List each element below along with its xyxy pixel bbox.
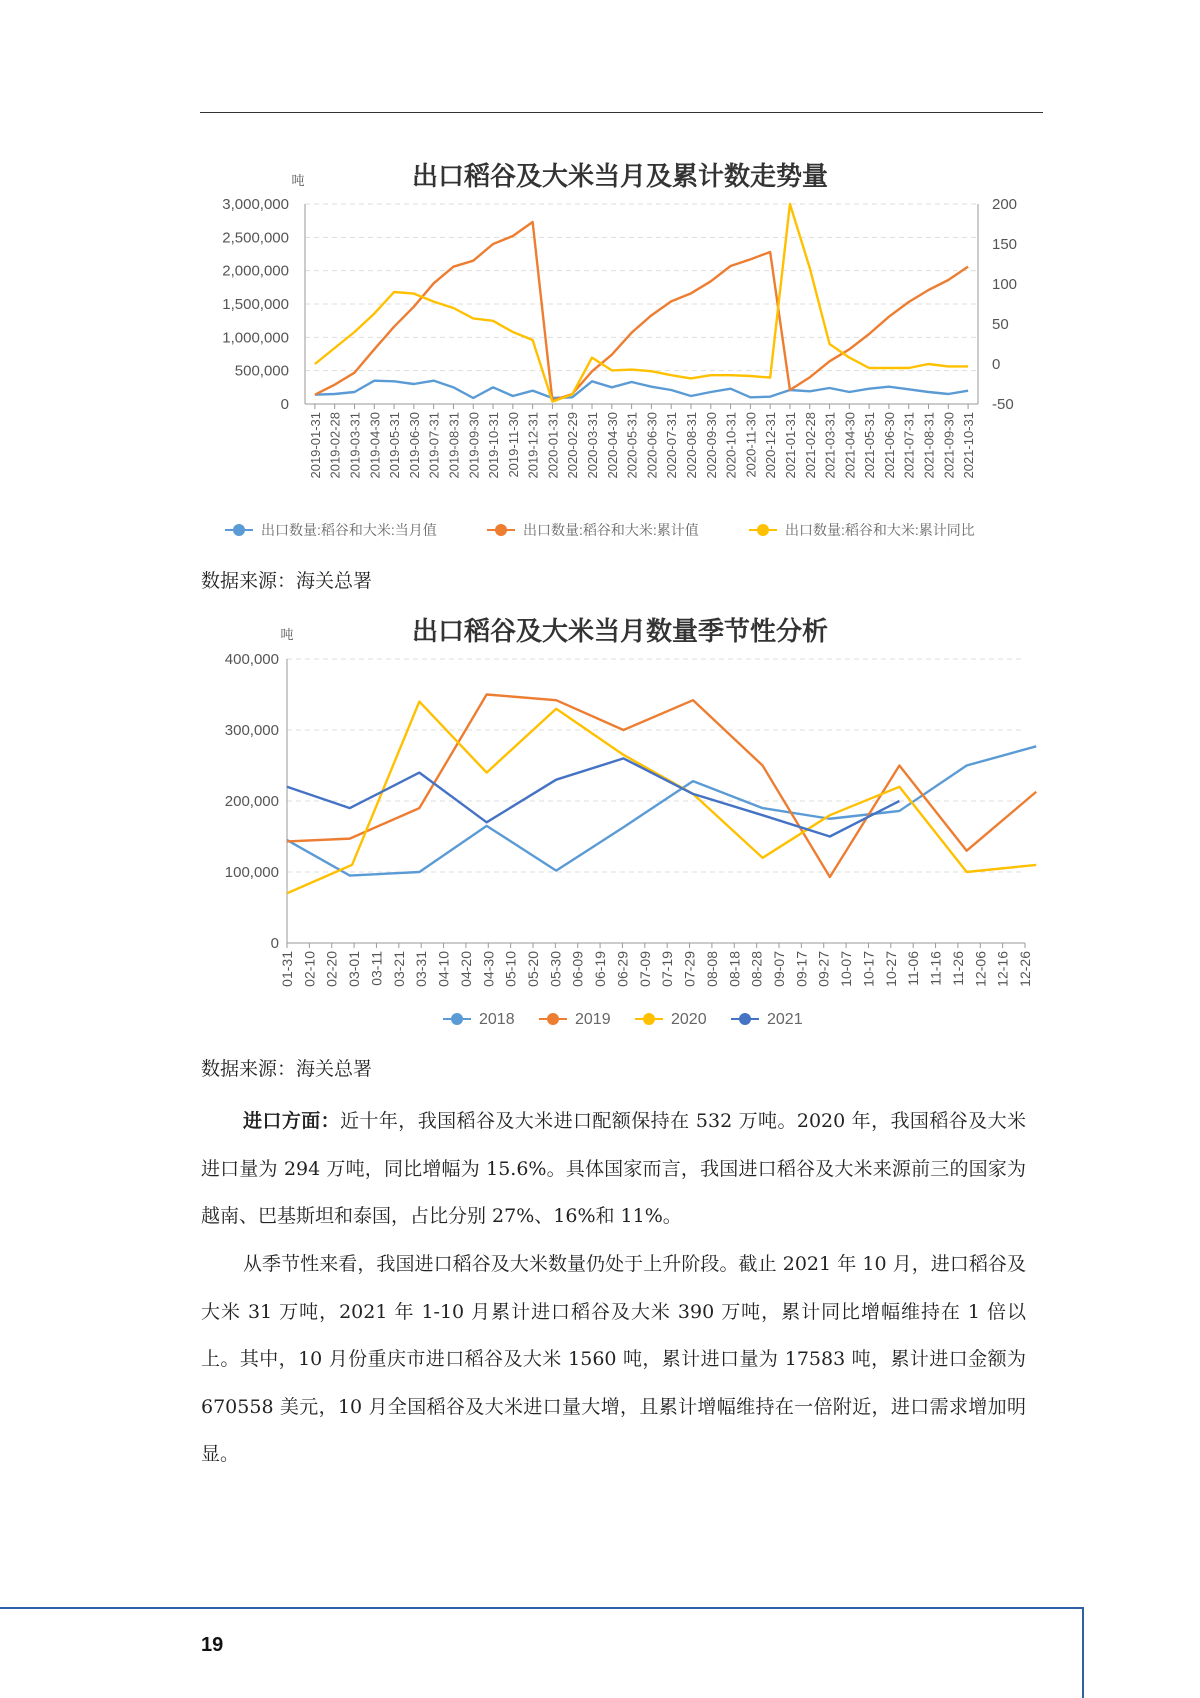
x-tick-label: 09-27 [815, 951, 832, 987]
x-tick-label: 2019-08-31 [446, 412, 462, 479]
chart-title: 出口稻谷及大米当月数量季节性分析 [411, 617, 829, 647]
x-tick-label: 2021-05-31 [862, 412, 878, 479]
series-line [315, 204, 968, 402]
x-tick-label: 11-16 [927, 951, 944, 986]
legend-label: 出口数量:稻谷和大米:累计同比 [785, 522, 975, 538]
legend-marker [739, 1013, 751, 1025]
x-tick-label: 2020-01-31 [545, 412, 561, 479]
data-source-caption: 数据来源：海关总署 [201, 1058, 373, 1080]
header-rule [200, 112, 1043, 113]
x-tick-label: 2020-04-30 [604, 412, 620, 479]
x-tick-label: 11-26 [949, 951, 966, 986]
chart-svg [195, 605, 1045, 1035]
x-tick-label: 12-26 [1017, 951, 1033, 987]
y-tick-label: 100,000 [224, 864, 279, 881]
x-tick-label: 2020-02-29 [565, 412, 581, 479]
x-tick-label: 2021-01-31 [782, 412, 798, 479]
y-tick-label: 1,000,000 [222, 329, 289, 347]
x-tick-label: 03-01 [346, 951, 363, 987]
x-tick-label: 12-06 [972, 951, 989, 987]
legend-label: 2019 [575, 1011, 611, 1028]
x-tick-label: 12-16 [994, 951, 1011, 987]
y-tick-label: 500,000 [234, 362, 289, 380]
y2-tick-label: 150 [992, 236, 1018, 253]
x-tick-label: 01-31 [279, 951, 295, 987]
legend-marker [451, 1013, 463, 1025]
legend-label: 2021 [767, 1011, 803, 1028]
x-tick-label: 2021-10-31 [961, 412, 977, 479]
x-tick-label: 2020-03-31 [585, 412, 601, 479]
x-tick-label: 11-06 [905, 951, 922, 986]
x-tick-label: 2020-08-31 [683, 412, 699, 479]
x-tick-label: 2019-12-31 [525, 412, 541, 479]
x-tick-label: 08-08 [703, 951, 720, 987]
y2-tick-label: 200 [992, 196, 1018, 213]
seasonality-paragraph [201, 1241, 1026, 1479]
x-tick-label: 2020-11-30 [743, 412, 759, 478]
x-tick-label: 02-20 [323, 951, 340, 987]
y2-tick-label: 100 [992, 276, 1018, 293]
x-tick-label: 2019-11-30 [505, 412, 521, 478]
x-tick-label: 08-28 [748, 951, 765, 987]
x-tick-label: 2021-02-28 [802, 412, 818, 479]
x-tick-label: 2020-05-31 [624, 412, 640, 479]
y2-tick-label: 50 [992, 316, 1009, 333]
y-tick-label: 300,000 [224, 722, 279, 739]
legend-marker [757, 524, 769, 536]
data-source-caption: 数据来源：海关总署 [201, 570, 373, 592]
y-tick-label: 200,000 [224, 793, 279, 810]
x-tick-label: 06-09 [569, 951, 586, 987]
x-tick-label: 03-11 [368, 951, 385, 986]
paragraph-text: 近十年，我国稻谷及大米进口配额保持在 532 万吨。2020 年，我国稻谷及大米进口量为 294 万吨，同比增幅为 15.6%。具体国家而言，我国进口稻谷及大米来源前三的国家为越南、巴基斯坦和泰国，占比分别 27%、16%和 11%。 [201, 1110, 1026, 1227]
x-tick-label: 2019-04-30 [367, 412, 383, 479]
y-tick-label: 2,500,000 [222, 229, 289, 247]
y-axis-unit: 吨 [291, 174, 305, 189]
paragraph-text: 从季节性来看，我国进口稻谷及大米数量仍处于上升阶段。截止 2021 年 10 月，进口稻谷及大米 31 万吨，2021 年 1-10 月累计进口稻谷及大米 390 万吨，累计同比增幅维持在 1 倍以上。其中，10 月份重庆市进口稻谷及大米 1560 吨，累计进口量为 17583 吨，累计进口金额为 670558 美元，10 月全国稻谷及大米进口量大增，且累计增幅维持在一倍附近，进口需求增加明显。 [201, 1253, 1026, 1465]
x-tick-label: 07-29 [681, 951, 698, 987]
x-tick-label: 2021-04-30 [842, 412, 858, 479]
x-tick-label: 04-30 [480, 951, 497, 987]
import-paragraph [201, 1098, 1026, 1241]
legend-label: 出口数量:稻谷和大米:当月值 [261, 522, 437, 538]
footer-rule [0, 1607, 1082, 1609]
legend-marker [547, 1013, 559, 1025]
x-tick-label: 2021-07-31 [901, 412, 917, 479]
x-tick-label: 08-18 [726, 951, 743, 987]
seasonal-chart [195, 605, 1045, 1035]
y-axis-unit: 吨 [280, 628, 294, 643]
x-tick-label: 03-31 [413, 951, 430, 987]
x-tick-label: 2021-06-30 [881, 412, 897, 479]
legend-label: 2020 [671, 1011, 707, 1028]
chart-title: 出口稻谷及大米当月及累计数走势量 [411, 162, 829, 192]
x-tick-label: 2019-03-31 [347, 412, 363, 479]
x-tick-label: 03-21 [390, 951, 407, 987]
x-tick-label: 2020-06-30 [644, 412, 660, 479]
x-tick-label: 2019-10-31 [486, 412, 502, 479]
series-line [315, 381, 968, 398]
y2-tick-label: -50 [992, 396, 1014, 413]
y-tick-label: 3,000,000 [222, 196, 289, 213]
x-tick-label: 04-10 [435, 951, 452, 987]
x-tick-label: 09-17 [793, 951, 810, 987]
x-tick-label: 2020-09-30 [703, 412, 719, 479]
x-tick-label: 2019-02-28 [327, 412, 343, 479]
paragraph-lead: 进口方面： [243, 1110, 341, 1132]
y2-tick-label: 0 [992, 356, 1001, 373]
page-number: 19 [201, 1634, 224, 1656]
export-trend-chart [195, 150, 1045, 550]
y-tick-label: 1,500,000 [222, 296, 289, 313]
legend-marker [495, 524, 507, 536]
x-tick-label: 07-19 [659, 951, 676, 987]
x-tick-label: 06-29 [614, 951, 631, 987]
y-tick-label: 2,000,000 [222, 262, 289, 280]
y-tick-label: 0 [280, 396, 289, 413]
x-tick-label: 2020-10-31 [723, 412, 739, 479]
x-tick-label: 2021-09-30 [941, 412, 957, 479]
series-line [287, 746, 1036, 875]
x-tick-label: 10-17 [860, 951, 877, 987]
x-tick-label: 05-10 [502, 951, 519, 987]
x-tick-label: 2019-05-31 [387, 412, 403, 479]
x-tick-label: 2021-03-31 [822, 412, 838, 479]
series-line [287, 695, 1036, 877]
x-tick-label: 2021-08-31 [921, 412, 937, 479]
y-tick-label: 400,000 [224, 651, 279, 668]
x-tick-label: 2019-09-30 [466, 412, 482, 479]
x-tick-label: 10-07 [838, 951, 855, 987]
x-tick-label: 10-27 [882, 951, 899, 987]
x-tick-label: 2019-06-30 [406, 412, 422, 479]
x-tick-label: 2020-07-31 [664, 412, 680, 479]
x-tick-label: 05-30 [547, 951, 564, 987]
x-tick-label: 07-09 [636, 951, 653, 987]
legend-marker [233, 524, 245, 536]
footer-rule-vertical [1082, 1607, 1084, 1698]
legend-label: 出口数量:稻谷和大米:累计值 [523, 522, 699, 538]
y-tick-label: 0 [270, 935, 279, 952]
x-tick-label: 05-20 [525, 951, 541, 987]
x-tick-label: 06-19 [592, 951, 609, 987]
x-tick-label: 2020-12-31 [763, 412, 779, 479]
x-tick-label: 02-10 [301, 951, 318, 987]
series-line [315, 222, 968, 401]
x-tick-label: 2019-01-31 [307, 412, 323, 479]
legend-marker [643, 1013, 655, 1025]
x-tick-label: 04-20 [457, 951, 474, 987]
chart-svg [195, 150, 1045, 550]
x-tick-label: 09-07 [771, 951, 787, 987]
legend-label: 2018 [479, 1011, 515, 1028]
x-tick-label: 2019-07-31 [426, 412, 442, 479]
